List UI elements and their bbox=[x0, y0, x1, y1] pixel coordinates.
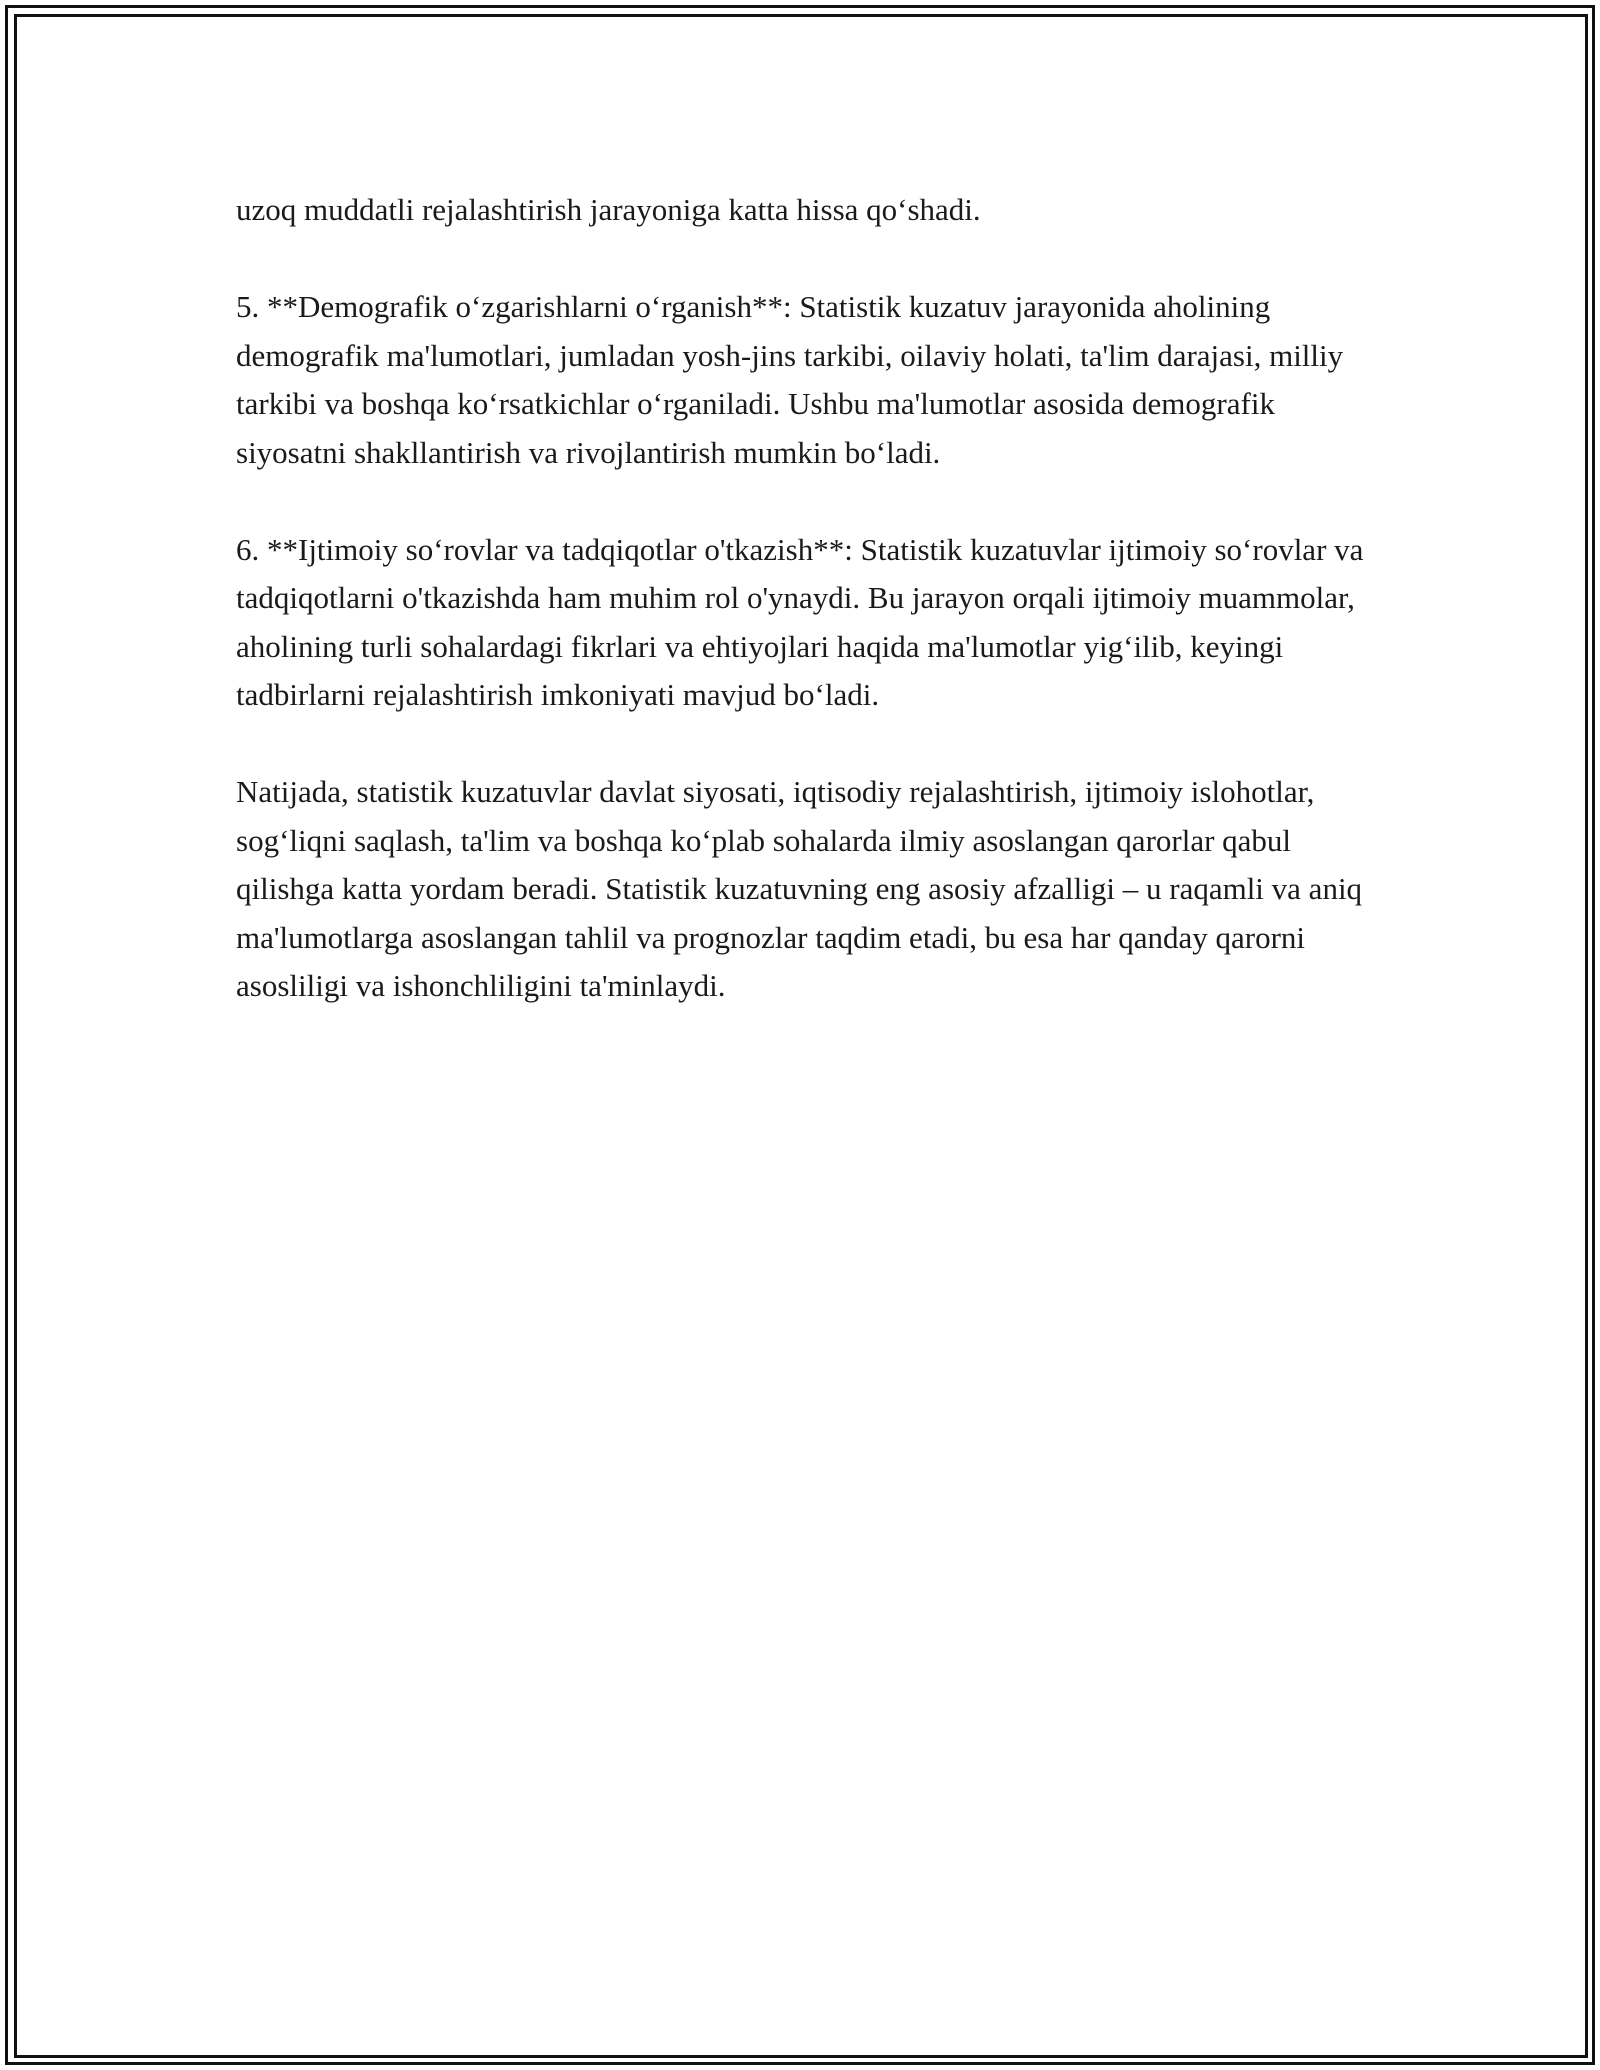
paragraph-social-surveys: 6. **Ijtimoiy so‘rovlar va tadqiqotlar o'tkazish**: Statistik kuzatuvlar ijtimoiy so‘rovlar va tadqiqotlarni o'tkazishda ham muhim rol o'ynaydi. Bu jarayon orqali ijtimoiy muammolar, aholining turli sohalardagi fikrlari va ehtiyojlari haqida ma'lumotlar yig‘ilib, keyingi tadbirlarni rejalashtirish imkoniyati mavjud bo‘ladi. bbox=[236, 531, 1364, 712]
paragraph-continuation: uzoq muddatli rejalashtirish jarayoniga katta hissa qo‘shadi. bbox=[236, 192, 981, 227]
document-body bbox=[236, 186, 1366, 1011]
paragraph-demographic-changes: 5. **Demografik o‘zgarishlarni o‘rganish**: Statistik kuzatuv jarayonida aholining demografik ma'lumotlari, jumladan yosh-jins tarkibi, oilaviy holati, ta'lim darajasi, milliy tarkibi va boshqa ko‘rsatkichlar o‘rganiladi. Ushbu ma'lumotlar asosida demografik siyosatni shakllantirish va rivojlantirish mumkin bo‘ladi. bbox=[236, 289, 1344, 470]
paragraph-conclusion: Natijada, statistik kuzatuvlar davlat siyosati, iqtisodiy rejalashtirish, ijtimoiy islohotlar, sog‘liqni saqlash, ta'lim va boshqa ko‘plab sohalarda ilmiy asoslangan qarorlar qabul qilishga katta yordam beradi. Statistik kuzatuvning eng asosiy afzalligi – u raqamli va aniq ma'lumotlarga asoslangan tahlil va prognozlar taqdim etadi, bu esa har qanday qarorni asosliligi va ishonchliligini ta'minlaydi. bbox=[236, 774, 1363, 1003]
